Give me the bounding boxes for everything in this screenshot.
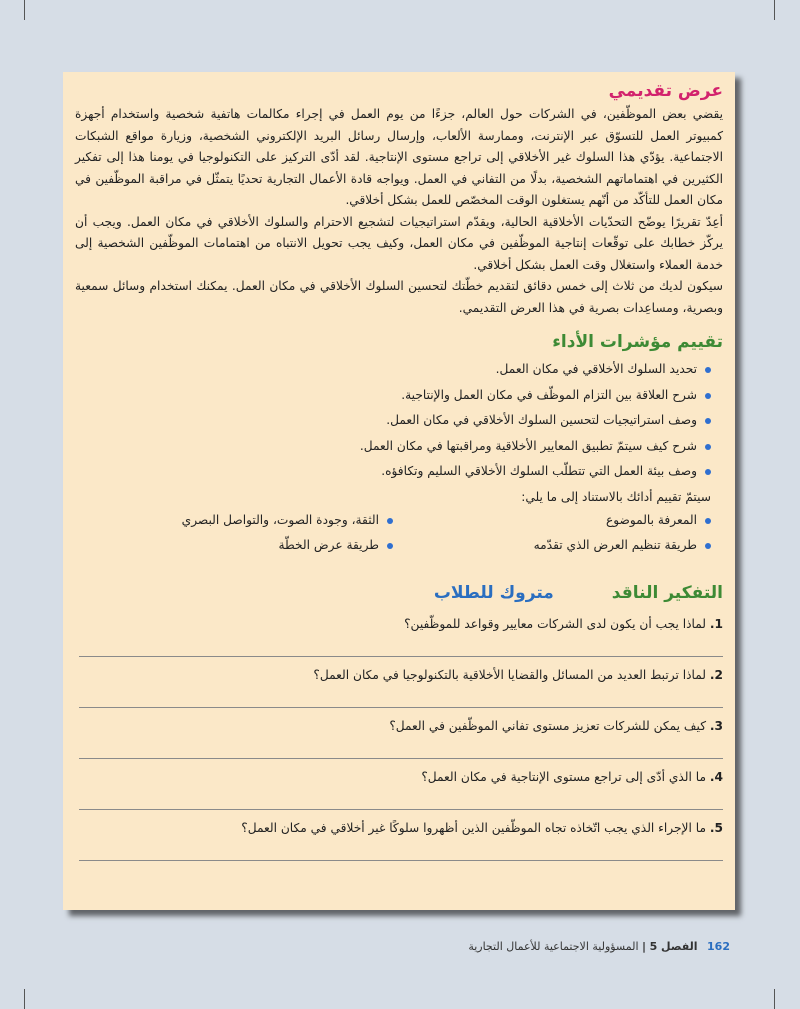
criteria-item: طريقة تنظيم العرض الذي تقدّمه	[393, 533, 711, 558]
crop-mark	[24, 0, 25, 20]
answer-line[interactable]	[79, 840, 723, 861]
question-text: لماذا ترتبط العديد من المسائل والقضايا الأخلاقية بالتكنولوجيا في مكان العمل؟	[313, 668, 706, 682]
list-item: شرح كيف سيتمّ تطبيق المعايير الأخلاقية ومراقبتها في مكان العمل.	[75, 434, 711, 460]
list-item: شرح العلاقة بين التزام الموظّف في مكان العمل والإنتاجية.	[75, 383, 711, 409]
crop-mark	[24, 989, 25, 1009]
performance-list	[75, 357, 723, 485]
crop-mark	[774, 989, 775, 1009]
page-footer	[0, 940, 800, 960]
answer-line[interactable]	[79, 789, 723, 810]
question-text: ما الإجراء الذي يجب اتّخاذه تجاه الموظّفين الذين أظهروا سلوكًا غير أخلاقي في مكان العمل؟	[241, 821, 706, 835]
question-number: 2.	[709, 668, 723, 682]
critical-subheading: متروك للطلاب	[433, 583, 554, 603]
answer-line[interactable]	[79, 687, 723, 708]
question	[75, 816, 723, 840]
criteria-item: الثقة، وجودة الصوت، والتواصل البصري	[75, 508, 393, 533]
question-number: 4.	[709, 770, 723, 784]
performance-heading: تقييم مؤشرات الأداء	[552, 332, 723, 352]
question	[75, 765, 723, 789]
page-number: 162	[707, 940, 730, 953]
question	[75, 714, 723, 738]
criteria-item: المعرفة بالموضوع	[393, 508, 711, 533]
presentation-paragraph: يقضي بعض الموظّفين، في الشركات حول العالم، جزءًا من يوم العمل في إجراء مكالمات هاتفية شخصية واستخدام أجهزة كمبيوتر العمل للتسوّق عبر الإنترنت، وممارسة الألعاب، وإرسال رسائل البريد الإلكتروني الشخصية، وزيارة مواقع الشبكات الاجتماعية. يؤدّي هذا السلوك غير الأخلاقي إلى تراجع مستوى الإنتاجية. لقد أدّى التركيز على التكنولوجيا في يومنا هذا إلى تفكير الكثيرين في اهتماماتهم الشخصية، بدلًا من التفاني في العمل. ويواجه قادة الأعمال التجارية تحديًا يتمثّل في مراقبة الموظّفين في مكان العمل للتأكّد من أنّهم يستغلون الوقت المخصّص للعمل بشكل أخلاقي.	[75, 107, 723, 207]
answer-line[interactable]	[79, 636, 723, 657]
footer-separator: |	[642, 940, 647, 953]
question-text: كيف يمكن للشركات تعزيز مستوى تفاني الموظّفين في العمل؟	[389, 719, 706, 733]
question	[75, 663, 723, 687]
list-item: وصف استراتيجيات لتحسين السلوك الأخلاقي في مكان العمل.	[75, 408, 711, 434]
question-text: لماذا يجب أن يكون لدى الشركات معايير وقواعد للموظّفين؟	[404, 617, 706, 631]
question-text: ما الذي أدّى إلى تراجع مستوى الإنتاجية في مكان العمل؟	[421, 770, 706, 784]
chapter-label: الفصل 5	[649, 940, 698, 953]
criteria-list	[75, 508, 723, 558]
critical-heading: التفكير الناقد	[611, 583, 723, 603]
criteria-intro: سيتمّ تقييم أدائك بالاستناد إلى ما يلي:	[521, 489, 711, 504]
critical-header	[75, 580, 723, 606]
presentation-heading: عرض تقديمي	[608, 81, 723, 101]
presentation-paragraph: أعِدّ تقريرًا يوضّح التحدّيات الأخلاقية الحالية، ويقدّم استراتيجيات لتشجيع الاحترام والسلوك الأخلاقي في مكان العمل. ويجب أن يركّز خطابك على توقّعات إنتاجية الموظّفين في مكان العمل، وكيف يجب تحويل الانتباه من اهتمامات الموظّفين الشخصية إلى خدمة العملاء واستغلال وقت العمل بشكل أخلاقي.	[75, 214, 723, 272]
list-item: تحديد السلوك الأخلاقي في مكان العمل.	[75, 357, 711, 383]
question-number: 1.	[709, 617, 723, 631]
activity-panel	[63, 72, 735, 910]
question	[75, 612, 723, 636]
question-number: 5.	[709, 821, 723, 835]
presentation-paragraph: سيكون لديك من ثلاث إلى خمس دقائق لتقديم خطّتك لتحسين السلوك الأخلاقي في مكان العمل. يمكنك استخدام وسائل سمعية وبصرية، ومساعِدات بصرية في هذا العرض التقديمي.	[75, 279, 723, 315]
book-title: المسؤولية الاجتماعية للأعمال التجارية	[468, 940, 639, 953]
list-item: وصف بيئة العمل التي تتطلّب السلوك الأخلاقي السليم وتكافؤه.	[75, 459, 711, 485]
question-number: 3.	[709, 719, 723, 733]
criteria-item: طريقة عرض الخطّة	[75, 533, 393, 558]
crop-mark	[774, 0, 775, 20]
answer-line[interactable]	[79, 738, 723, 759]
